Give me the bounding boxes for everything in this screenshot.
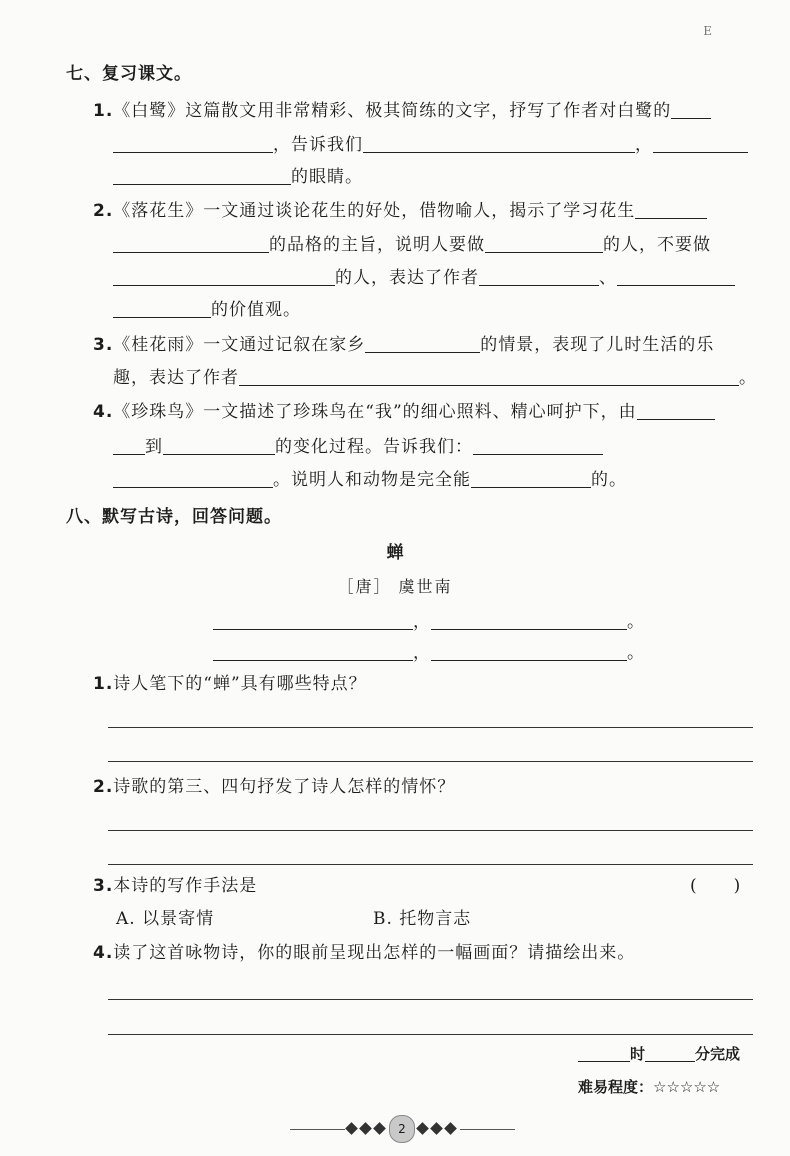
s7-q1-line2	[113, 133, 748, 157]
difficulty-label: 难易程度：	[578, 1078, 654, 1096]
blank-field[interactable]	[617, 267, 735, 286]
answer-line[interactable]	[108, 864, 753, 865]
blank-field[interactable]	[653, 134, 748, 153]
s7-q4-text2b: 的变化过程。告诉我们：	[275, 437, 473, 457]
s7-q2-text1: 《落花生》一文通过谈论花生的好处，借物喻人，揭示了学习花生	[113, 201, 636, 221]
footer-rule-left	[290, 1129, 345, 1130]
s7-q2-text2b: 的人，不要做	[603, 235, 711, 255]
s7-q4-text1: 《珍珠鸟》一文描述了珍珠鸟在“我”的细心照料、精心呵护下，由	[113, 402, 637, 422]
s7-q1-text2a: ，告诉我们	[273, 135, 363, 155]
s7-q3-text2b: 。	[739, 368, 757, 388]
blank-field[interactable]	[637, 401, 715, 420]
blank-field[interactable]	[213, 642, 413, 661]
s7-q1-text3: 的眼睛。	[291, 167, 363, 187]
blank-field[interactable]	[113, 436, 145, 455]
blank-field[interactable]	[485, 234, 603, 253]
blank-field[interactable]	[431, 611, 627, 630]
s7-q2-line4	[113, 298, 301, 322]
s7-q4-line2	[113, 435, 603, 459]
s8-q2-number: 2.	[93, 777, 114, 797]
blank-field[interactable]	[479, 267, 599, 286]
poem-author: ［唐］ 虞世南	[337, 577, 453, 596]
s7-q1-line1	[93, 99, 711, 123]
s7-q4-line3	[113, 468, 627, 492]
s8-q3-option-b: B. 托物言志	[373, 909, 472, 929]
blank-field[interactable]	[213, 611, 413, 630]
s8-q2-text: 诗歌的第三、四句抒发了诗人怎样的情怀？	[113, 777, 456, 797]
s7-q3-line1	[93, 333, 714, 357]
s7-q1-number: 1.	[93, 101, 114, 121]
hour-label: 时	[630, 1045, 646, 1063]
s7-q4-number: 4.	[93, 402, 114, 422]
blank-field[interactable]	[671, 100, 711, 119]
blank-field[interactable]	[113, 166, 291, 185]
answer-line[interactable]	[108, 761, 753, 762]
s7-q3-line2	[113, 366, 757, 390]
completion-time	[578, 1043, 740, 1064]
s7-q2-line2	[113, 233, 711, 257]
s8-q1-text: 诗人笔下的“蝉”具有哪些特点？	[113, 674, 367, 694]
s8-q3-text: 本诗的写作手法是	[113, 876, 258, 896]
s8-q4-line	[93, 941, 635, 965]
s8-q4-number: 4.	[93, 943, 114, 963]
blank-field[interactable]	[113, 134, 273, 153]
blank-field[interactable]	[113, 267, 335, 286]
blank-field[interactable]	[473, 436, 603, 455]
s7-q4-line1	[93, 400, 715, 424]
difficulty-rating	[578, 1076, 720, 1097]
blank-field[interactable]	[113, 469, 273, 488]
blank-field[interactable]	[471, 469, 591, 488]
star-rating[interactable]: ☆☆☆☆☆	[653, 1078, 721, 1096]
page-number: 2	[389, 1115, 415, 1143]
poem-line-2	[213, 641, 645, 665]
s8-q3-number: 3.	[93, 876, 114, 896]
s7-q1-line3	[113, 165, 363, 189]
diamond-icon	[373, 1122, 386, 1135]
diamond-icon	[345, 1122, 358, 1135]
s7-q4-text3a: 。说明人和动物是完全能	[273, 470, 471, 490]
poem-period: 。	[627, 612, 645, 632]
header-mark: E	[703, 24, 712, 38]
blank-field[interactable]	[635, 200, 707, 219]
s7-q1-text1: 《白鹭》这篇散文用非常精彩、极其简练的文字，抒写了作者对白鹭的	[113, 101, 672, 121]
s7-q1-text2b: ，	[635, 135, 653, 155]
s7-q3-text1b: 的情景，表现了儿时生活的乐	[480, 335, 715, 355]
s7-q3-text1a: 《桂花雨》一文通过记叙在家乡	[113, 335, 366, 355]
s7-q2-text2a: 的品格的主旨，说明人要做	[269, 235, 485, 255]
s7-q2-text3a: 的人，表达了作者	[335, 268, 479, 288]
s7-q3-number: 3.	[93, 335, 114, 355]
s8-q4-text: 读了这首咏物诗，你的眼前呈现出怎样的一幅画面？请描绘出来。	[113, 943, 636, 963]
s7-q2-number: 2.	[93, 201, 114, 221]
diamond-icon	[444, 1122, 457, 1135]
diamond-icon	[430, 1122, 443, 1135]
s8-q2-line	[93, 775, 455, 799]
blank-field[interactable]	[239, 367, 739, 386]
s8-q3-line	[93, 874, 257, 898]
hour-blank[interactable]	[578, 1046, 630, 1062]
answer-line[interactable]	[108, 727, 753, 728]
minute-label: 分完成	[695, 1045, 741, 1063]
poem-comma: ，	[413, 612, 431, 632]
footer-rule-right	[460, 1129, 515, 1130]
blank-field[interactable]	[163, 436, 275, 455]
s7-q2-line1	[93, 199, 707, 223]
diamond-icon	[359, 1122, 372, 1135]
blank-field[interactable]	[113, 299, 211, 318]
answer-line[interactable]	[108, 1034, 753, 1035]
s7-q2-line3	[113, 266, 735, 290]
poem-period: 。	[627, 643, 645, 663]
minute-blank[interactable]	[645, 1046, 695, 1062]
poem-line-1	[213, 610, 645, 634]
s8-q1-line	[93, 672, 367, 696]
poem-title: 蝉	[386, 543, 404, 563]
blank-field[interactable]	[113, 234, 269, 253]
blank-field[interactable]	[365, 334, 480, 353]
blank-field[interactable]	[363, 134, 635, 153]
s7-q2-text4: 的价值观。	[211, 300, 301, 320]
section-8-title: 八、默写古诗，回答问题。	[66, 507, 282, 527]
answer-line[interactable]	[108, 830, 753, 831]
s7-q3-text2a: 趣，表达了作者	[113, 368, 239, 388]
s7-q4-text3b: 的。	[591, 470, 627, 490]
poem-comma: ，	[413, 643, 431, 663]
s8-q1-number: 1.	[93, 674, 114, 694]
answer-line[interactable]	[108, 999, 753, 1000]
blank-field[interactable]	[431, 642, 627, 661]
s7-q2-text3b: 、	[599, 268, 617, 288]
s7-q4-text2a: 到	[145, 437, 163, 457]
s8-q3-answer-paren[interactable]: ( )	[690, 876, 742, 896]
s8-q3-option-a: A. 以景寄情	[116, 909, 215, 929]
section-7-title: 七、复习课文。	[66, 64, 192, 84]
diamond-icon	[416, 1122, 429, 1135]
